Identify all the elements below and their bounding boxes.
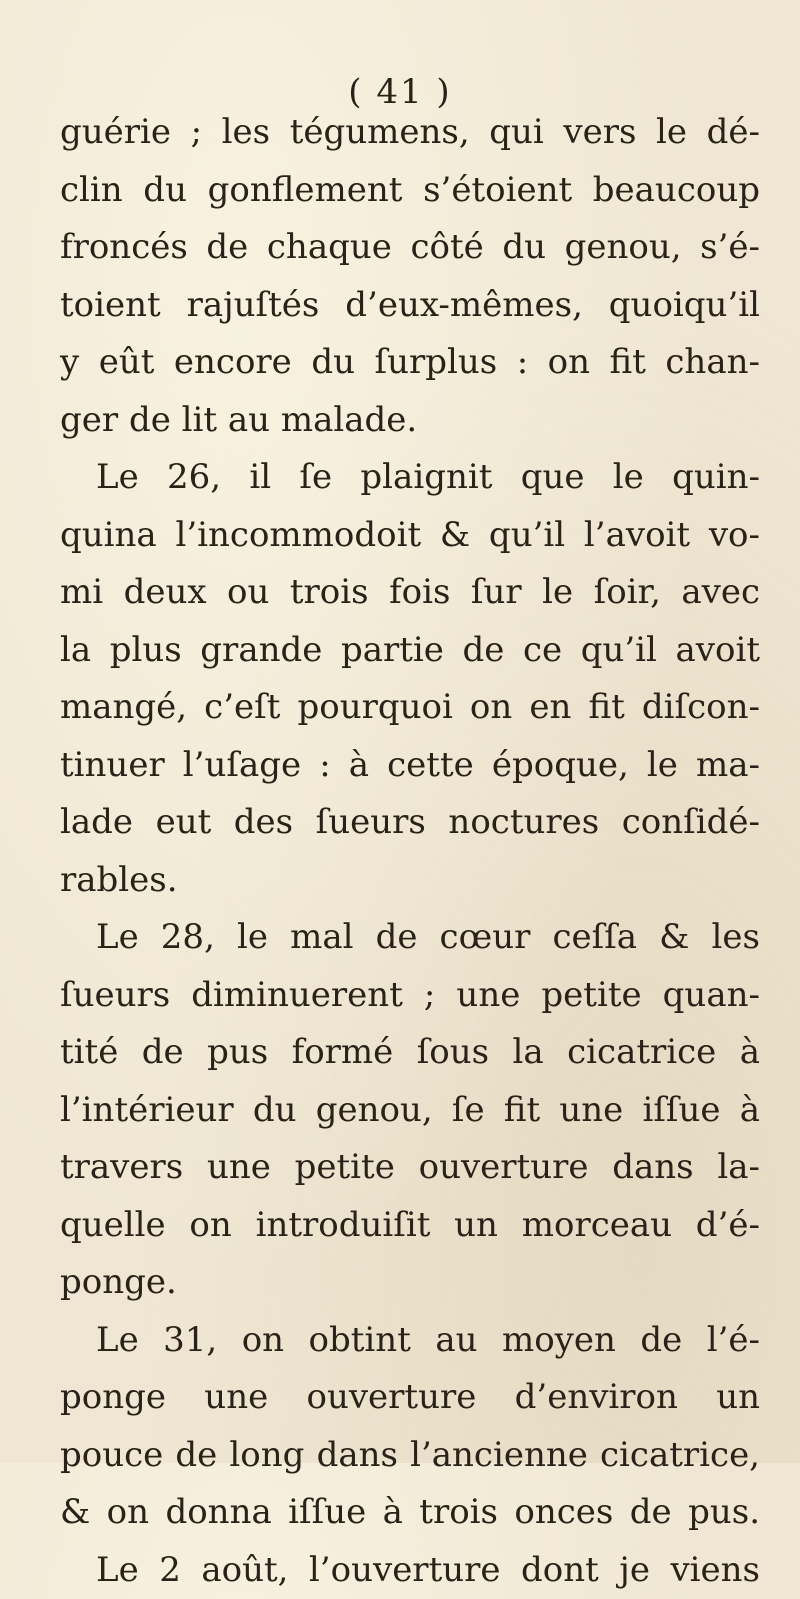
page-number: ( 41 ): [0, 72, 800, 112]
text-line: ponge une ouverture d’environ un: [60, 1369, 760, 1427]
text-line: quina l’incommodoit & qu’il l’avoit vo-: [60, 507, 760, 565]
text-line: l’intérieur du genou, ſe fit une iſſue à: [60, 1082, 760, 1140]
text-line: Le 26, il ſe plaignit que le quin-: [60, 449, 760, 507]
text-line: ger de lit au malade.: [60, 392, 760, 450]
text-line: y eût encore du ſurplus : on fit chan-: [60, 334, 760, 392]
text-line: & on donna iſſue à trois onces de pus.: [60, 1484, 760, 1542]
text-line: quelle on introduiſit un morceau d’é-: [60, 1197, 760, 1255]
text-line: pouce de long dans l’ancienne cicatrice,: [60, 1427, 760, 1485]
text-line: tinuer l’uſage : à cette époque, le ma-: [60, 737, 760, 795]
text-line: rables.: [60, 852, 760, 910]
text-line: mi deux ou trois fois ſur le ſoir, avec: [60, 564, 760, 622]
text-line: ſueurs diminuerent ; une petite quan-: [60, 967, 760, 1025]
text-line: froncés de chaque côté du genou, s’é-: [60, 219, 760, 277]
text-line: toient rajuſtés d’eux-mêmes, quoiqu’il: [60, 277, 760, 335]
text-line: tité de pus formé ſous la cicatrice à: [60, 1024, 760, 1082]
body-text: [60, 104, 760, 1599]
text-line: guérie ; les tégumens, qui vers le dé-: [60, 104, 760, 162]
text-line: mangé, c’eſt pourquoi on en fit diſcon-: [60, 679, 760, 737]
text-line: lade eut des ſueurs noctures conſidé-: [60, 794, 760, 852]
text-line: Le 31, on obtint au moyen de l’é-: [60, 1312, 760, 1370]
text-line: la plus grande partie de ce qu’il avoit: [60, 622, 760, 680]
text-line: Le 2 août, l’ouverture dont je viens: [60, 1542, 760, 1599]
text-line: ponge.: [60, 1254, 760, 1312]
text-line: clin du gonflement s’étoient beaucoup: [60, 162, 760, 220]
text-line: travers une petite ouverture dans la-: [60, 1139, 760, 1197]
text-line: Le 28, le mal de cœur ceſſa & les: [60, 909, 760, 967]
